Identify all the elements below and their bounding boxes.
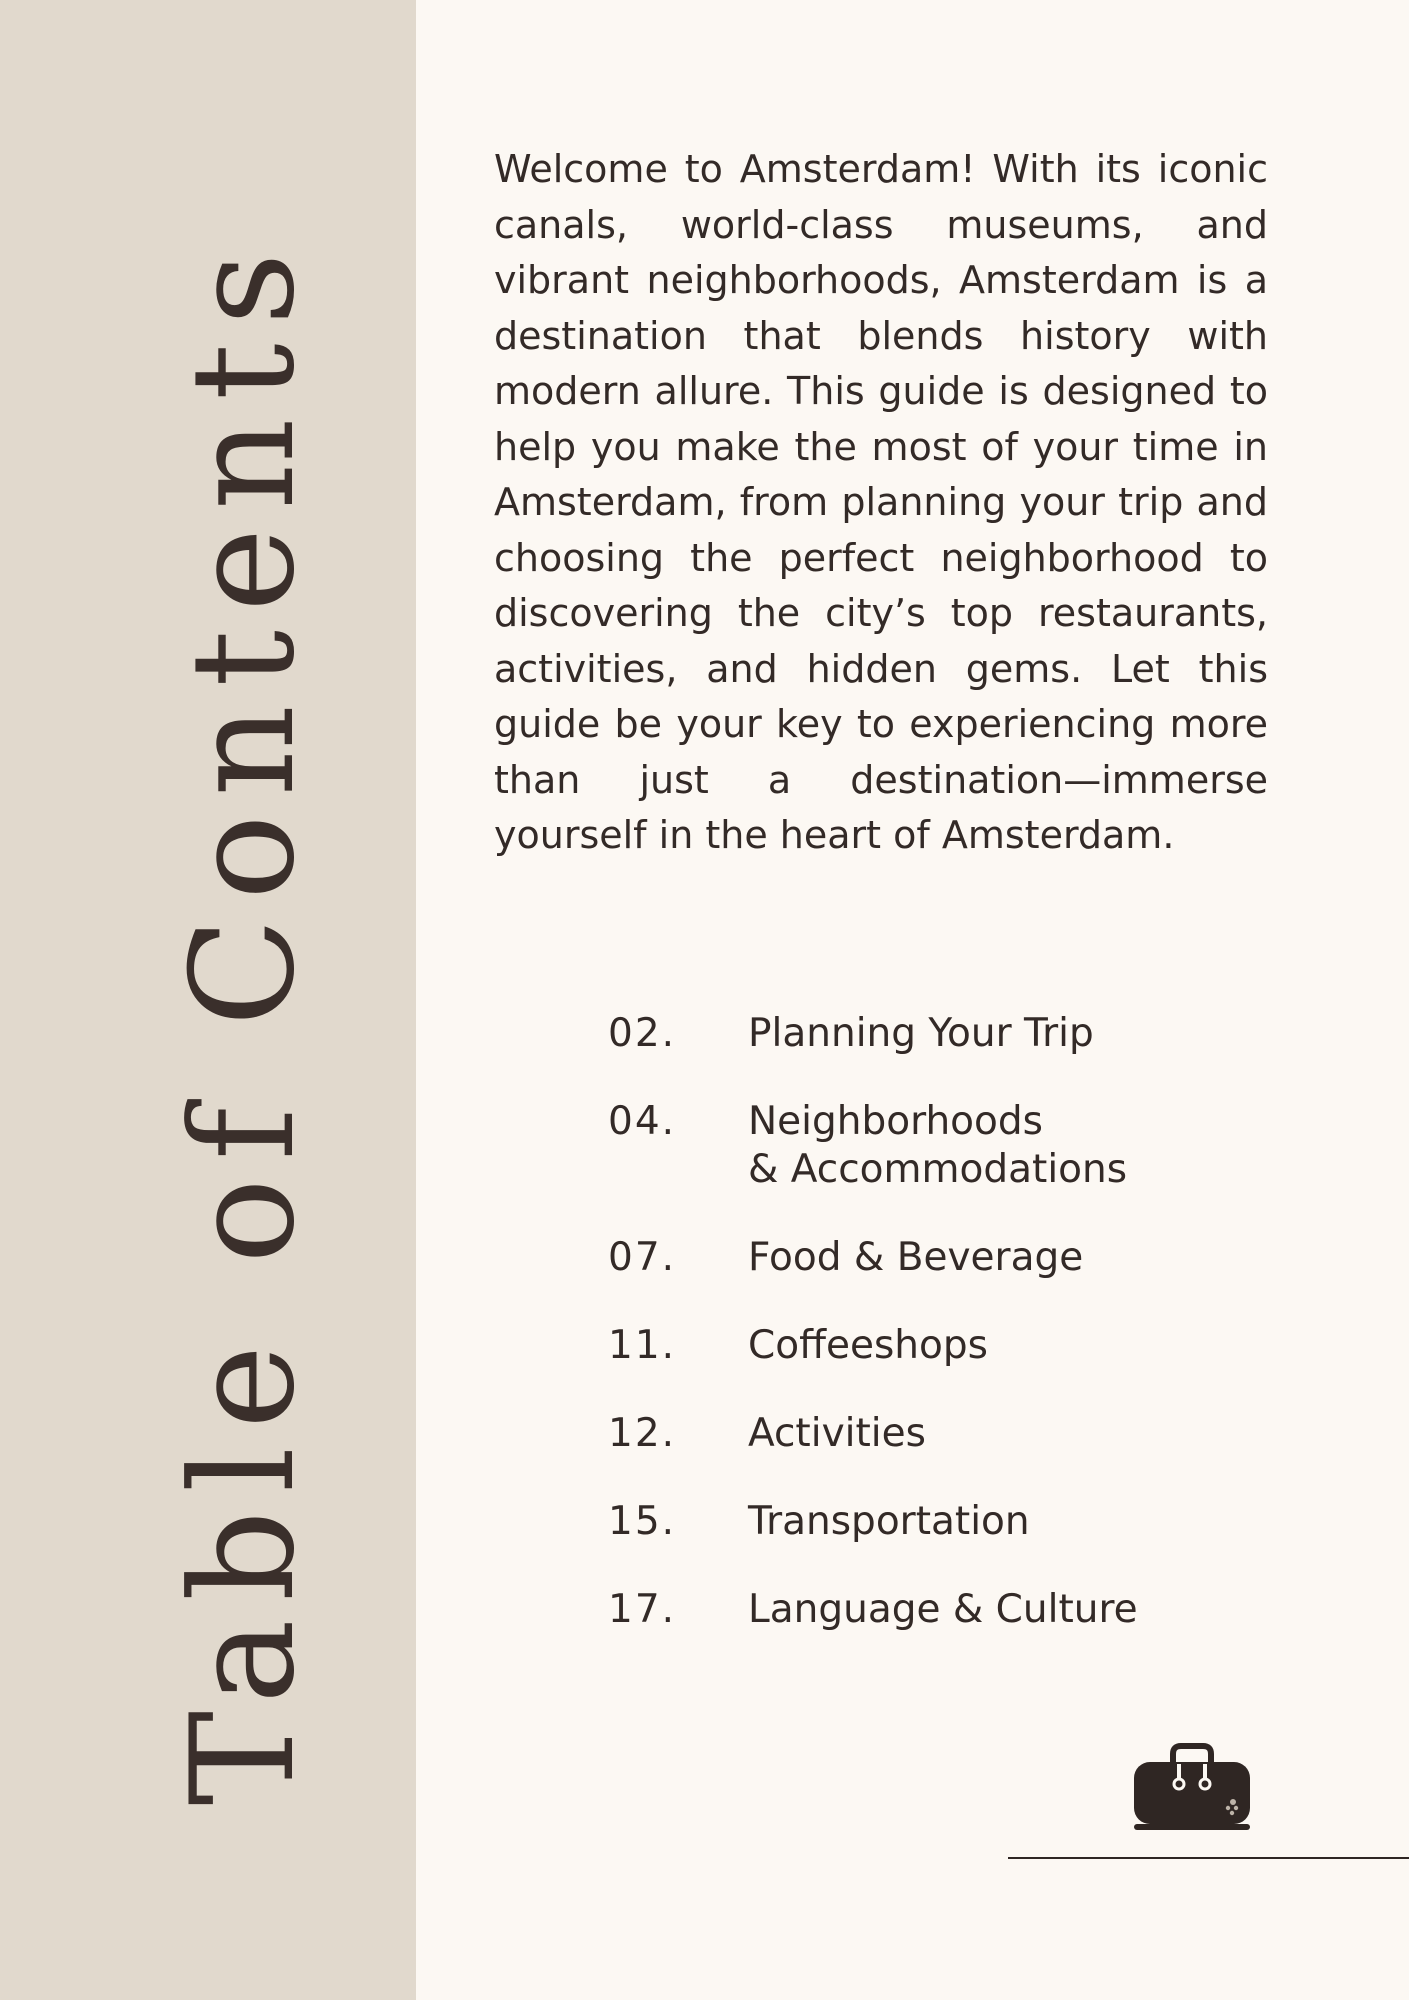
toc-item-number: 12. (608, 1411, 677, 1456)
toc-item-language[interactable] (608, 1586, 1308, 1634)
toc-item-label: Language & Culture (748, 1587, 1138, 1632)
toc-item-label: Food & Beverage (748, 1235, 1084, 1280)
toc-item-number: 04. (608, 1099, 677, 1144)
sidebar-panel (0, 0, 416, 2000)
intro-paragraph: Welcome to Amsterdam! With its iconic canals, world-class museums, and vibrant neighborhoods, Amsterdam is a destination that blends history with modern allure. This guide is designed to help you make the most of your time in Amsterdam, from planning your trip and choosing the perfect neighborhood to discovering the city’s top restaurants, activities, and hidden gems. Let this guide be your key to experiencing more than just a destination—immerse yourself in the heart of Amsterdam. (494, 147, 1268, 857)
toc-item-label: Transportation (748, 1499, 1030, 1544)
table-of-contents-list (608, 1010, 1308, 1634)
toc-item-number: 07. (608, 1235, 677, 1280)
toc-item-number: 11. (608, 1323, 677, 1368)
toc-item-label: Activities (748, 1411, 926, 1456)
toc-item-neighborhoods[interactable] (608, 1098, 1308, 1194)
travel-bag-icon (1132, 1742, 1252, 1832)
divider-line (1008, 1857, 1409, 1859)
toc-item-number: 02. (608, 1011, 677, 1056)
toc-item-label: Neighborhoods & Accommodations (748, 1099, 1128, 1192)
toc-item-number: 17. (608, 1587, 677, 1632)
toc-item-coffeeshops[interactable] (608, 1322, 1308, 1370)
toc-item-planning[interactable] (608, 1010, 1308, 1058)
toc-item-transportation[interactable] (608, 1498, 1308, 1546)
toc-item-label: Coffeeshops (748, 1323, 988, 1368)
toc-item-activities[interactable] (608, 1410, 1308, 1458)
toc-item-label: Planning Your Trip (748, 1011, 1094, 1056)
page-title: Table of Contents (161, 234, 326, 1806)
toc-item-number: 15. (608, 1499, 677, 1544)
toc-item-food[interactable] (608, 1234, 1308, 1282)
